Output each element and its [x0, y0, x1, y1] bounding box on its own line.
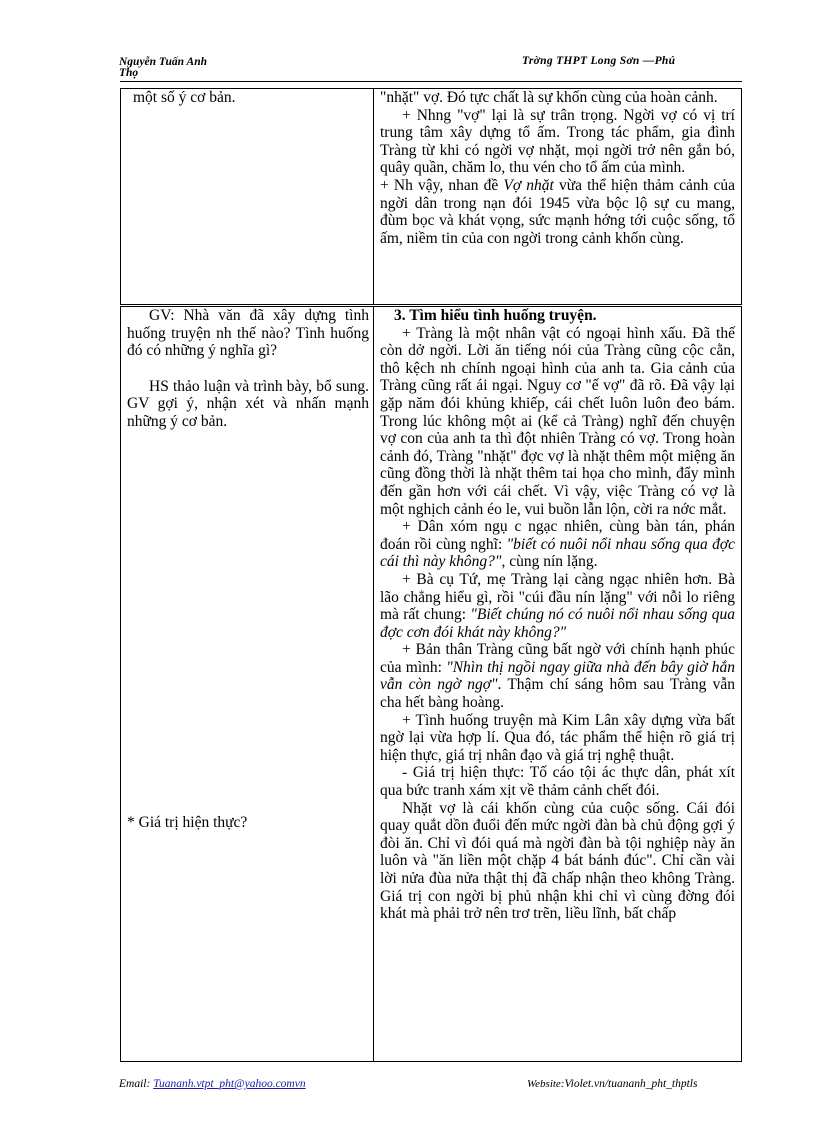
content-cell	[374, 306, 742, 1062]
section-heading: 3. Tìm hiểu tình huống truyện.	[394, 307, 597, 324]
paragraph	[380, 641, 735, 711]
email-link[interactable]: Tuananh.vtpt_pht@yahoo.comvn	[153, 1078, 306, 1090]
paragraph: + Nhng "vợ" lại là sự trân trọng. Ngời vợ có vị trí trung tâm xây dựng tổ ấm. Trong tác phẩm, gia đình Tràng từ khi có ngời vợ nhặt, mọi ngời trở nên gắn bó, quây quần, chăm lo, thu vén cho tổ ấm của mình.	[380, 106, 735, 177]
paragraph: + Tình huống truyện mà Kim Lân xây dựng vừa bất ngờ lại vừa hợp lí. Qua đó, tác phẩm thể hiện rõ giá trị hiện thực, giá trị nhân đạo và giá trị nghệ thuật.	[380, 711, 735, 764]
text-run: + Dân xóm ngụ c ngạc nhiên, cùng bàn tán, phán đoán rồi cùng nghĩ:	[380, 518, 735, 553]
website-link[interactable]: Violet.vn/tuananh_pht_thptls	[564, 1078, 698, 1090]
paragraph: + Tràng là một nhân vật có ngoại hình xấu. Đã thế còn dở ngời. Lời ăn tiếng nói của Tràng cũng cộc cằn, thô kệch nh chính ngoại hình của anh ta. Gia cảnh của Tràng cũng rất ái ngại. Nguy cơ "ế vợ" đã rõ. Đã vậy lại gặp năm đói khủng khiếp, cái chết luôn luôn đeo bám. Trong lúc không một ai (kể cả Tràng) nghĩ đến chuyện vợ con của anh ta thì đột nhiên Tràng có vợ. Trong hoàn cảnh đó, Tràng "nhặt" đợc vợ là nhặt thêm một miệng ăn cũng đồng thời là nhặt thêm tai họa cho mình, đẩy mình đến gần hơn với cái chết. Vì vậy, việc Tràng có vợ là một nghịch cảnh éo le, vui buồn lẫn lộn, cời ra nớc mắt.	[380, 324, 735, 518]
quote: "Biết chúng nó có nuôi nổi nhau sống qua đợc cơn đói khát này không?"	[380, 606, 736, 641]
paragraph: - Giá trị hiện thực: Tố cáo tội ác thực dân, phát xít qua bức tranh xám xịt về thảm cảnh chết đói.	[380, 764, 735, 800]
paragraph: "nhặt" vợ. Đó tực chất là sự khốn cùng của hoàn cảnh.	[380, 89, 718, 106]
paragraph	[380, 571, 735, 641]
text-run: + Bà cụ Tứ, mẹ Tràng lại càng ngạc nhiên hơn. Bà lão chẳng hiểu gì, rồi "cúi đầu nín lặng" với nỗi lo riêng mà rất chung:	[380, 570, 735, 624]
author-name: Nguyễn Tuấn Anh	[119, 56, 207, 68]
title-italic: Vợ nhặt	[503, 176, 554, 194]
lesson-table	[120, 88, 742, 1062]
paragraph: Nhặt vợ là cái khốn cùng của cuộc sống. Cái đói quay quắt dồn đuổi đến mức ngời đàn bà chủ động gợi ý đòi ăn. Chỉ vì đói quá mà ngời đàn bà tội nghiệp này ăn luôn và "ăn liền một chặp 4 bát bánh đúc". Chỉ cần vài lời nửa đùa nửa thật thị đã chấp nhận theo không Tràng. Giá trị con ngời bị phủ nhận khi chỉ vì cùng đờng đói khát mà phải trở nên trơ trẽn, liều lĩnh, bất chấp	[380, 799, 735, 923]
text-run: + Nh vậy, nhan đề	[380, 176, 499, 194]
table-row	[121, 306, 742, 1062]
quote: "Nhìn thị ngồi ngay giữa nhà đến bây giờ hắn vẫn còn ngờ ngợ"	[380, 658, 735, 694]
teacher-activity-cell	[121, 89, 374, 306]
footer-email	[119, 1078, 306, 1090]
text-run: . Thậm chí sáng hôm sau Tràng vẫn cha hết bàng hoàng.	[380, 676, 736, 712]
header-school: Trờng THPT Long Sơn —Phú	[522, 55, 676, 67]
content-cell	[374, 89, 742, 306]
text-run: vừa thể hiện thảm cảnh của ngời dân trong nạn đói 1945 vừa bộc lộ sự cu mang, đùm bọc và khát vọng, sức mạnh hớng tới cuộc sống, tổ ấm, niềm tin của con ngời trong cảnh khốn cùng.	[380, 176, 736, 247]
text-run: , cùng nín lặng.	[501, 553, 598, 571]
website-label: Website:	[527, 1078, 565, 1090]
email-label: Email:	[119, 1078, 151, 1090]
text-run: + Bản thân Tràng cũng bất ngờ với chính hạnh phúc của mình:	[380, 641, 735, 676]
header-rule	[120, 81, 742, 82]
paragraph	[380, 518, 735, 571]
header-author	[119, 57, 239, 79]
paragraph	[380, 177, 735, 247]
sub-question: * Giá trị hiện thực?	[127, 813, 248, 831]
student-activity: HS thảo luận và trình bày, bổ sung. GV gợi ý, nhận xét và nhấn mạnh những ý cơ bản.	[127, 377, 369, 430]
teacher-question: GV: Nhà văn đã xây dựng tình huống truyện nh thế nào? Tình huống đó có những ý nghĩa gì?	[127, 307, 369, 360]
author-suffix: Thọ	[119, 67, 139, 79]
footer-website	[527, 1078, 697, 1090]
teacher-activity-cell	[121, 306, 374, 1062]
table-row	[121, 89, 742, 306]
quote: "biết có nuôi nổi nhau sống qua đợc cái thì này không?"	[380, 535, 736, 571]
left-text: một số ý cơ bản.	[133, 89, 236, 106]
